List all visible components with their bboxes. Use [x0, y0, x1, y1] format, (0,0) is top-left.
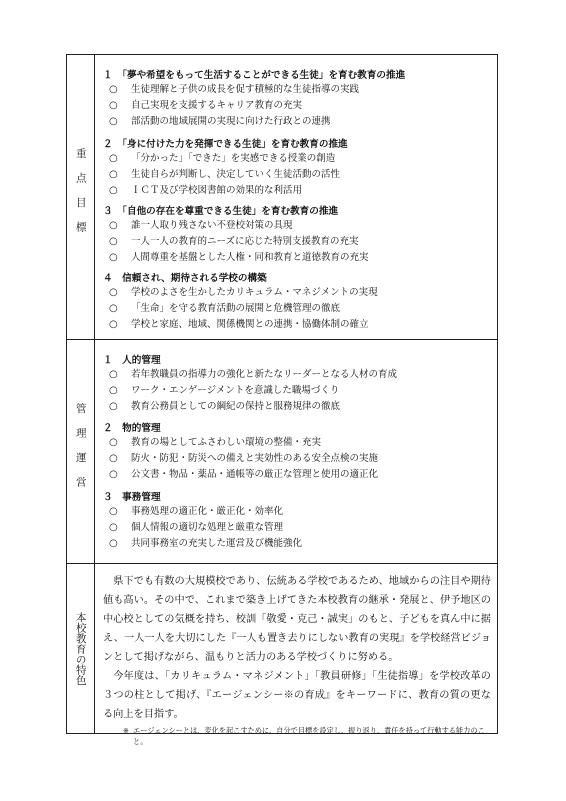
feature-text — [103, 564, 491, 724]
goal-section-1 — [103, 69, 491, 130]
list-item: ○ 「分かった」「できた」を実感できる授業の創造 — [103, 151, 491, 167]
list-item: ○ ＩＣＴ及び学校図書館の効果的な利活用 — [103, 183, 491, 199]
goal-section-3 — [103, 205, 491, 266]
footnote-text: エージェンシーとは、変化を起こすために、自分で目標を設定し、振り返り、責任を持って行動する能力のこと。 — [133, 726, 485, 746]
circle-bullet-icon — [103, 234, 131, 250]
goals-row — [67, 55, 497, 340]
circle-bullet-icon — [103, 520, 131, 536]
list-item: ○ 部活動の地域展開の実現に向けた行政との連携 — [103, 114, 491, 130]
circle-bullet-icon — [103, 383, 131, 399]
goals-content — [95, 55, 497, 339]
circle-bullet-icon — [103, 451, 131, 467]
school-policy-table — [66, 54, 498, 746]
circle-bullet-icon — [103, 467, 131, 483]
list-item: ○ 防火・防犯・防災への備えと実効性のある安全点検の実施 — [103, 451, 491, 467]
footnote — [103, 725, 491, 747]
goal-list-2 — [103, 151, 491, 199]
list-item: ○ 若年教職員の指導力の強化と新たなリーダーとなる人材の育成 — [103, 367, 491, 383]
list-item: ○ 事務処理の適正化・厳正化・効率化 — [103, 504, 491, 520]
goal-section-4 — [103, 272, 491, 333]
list-item: ○ 公文書・物品・薬品・通帳等の厳正な管理と使用の適正化 — [103, 467, 491, 483]
mgmt-list-1 — [103, 367, 491, 415]
goal-heading-4: ４ 信頼され、期待される学校の構築 — [103, 273, 267, 284]
circle-bullet-icon — [103, 114, 131, 130]
feature-label: 本校教育の特色 — [74, 611, 87, 686]
circle-bullet-icon — [103, 250, 131, 266]
circle-bullet-icon — [103, 285, 131, 301]
list-item: ○ 教育の場としてふさわしい環境の整備・充実 — [103, 435, 491, 451]
circle-bullet-icon — [103, 183, 131, 199]
management-row — [67, 340, 497, 564]
circle-bullet-icon — [103, 317, 131, 333]
feature-row — [67, 564, 497, 746]
goal-heading-3: ３ 「自他の存在を尊重できる生徒」を育む教育の推進 — [103, 206, 339, 217]
list-item: ○ 誰一人取り残さない不登校対策の具現 — [103, 218, 491, 234]
list-item: ○ 教育公務員としての綱紀の保持と服務規律の徹底 — [103, 399, 491, 415]
list-item: ○ 生徒理解と子供の成長を促す積極的な生徒指導の実践 — [103, 82, 491, 98]
feature-content — [95, 564, 497, 746]
list-item: ○ 個人情報の適切な処理と厳重な管理 — [103, 520, 491, 536]
circle-bullet-icon — [103, 504, 131, 520]
mgmt-heading-2: ２ 物的管理 — [103, 423, 161, 434]
list-item: ○ 生徒自らが判断し、決定していく生徒活動の活性 — [103, 167, 491, 183]
mgmt-heading-1: １ 人的管理 — [103, 355, 161, 366]
mgmt-list-2 — [103, 435, 491, 483]
goal-heading-2: ２ 「身に付けた力を発揮できる生徒」を育む教育の推進 — [103, 139, 348, 150]
list-item: ○ 学校と家庭、地域、関係機関との連携・協働体制の確立 — [103, 317, 491, 333]
mgmt-list-3 — [103, 504, 491, 552]
goal-heading-1: １ 「夢や希望をもって生活することができる生徒」を育む教育の推進 — [103, 70, 406, 81]
goal-section-2 — [103, 138, 491, 199]
goal-list-1 — [103, 82, 491, 130]
circle-bullet-icon — [103, 435, 131, 451]
goals-label-cell — [67, 55, 95, 339]
circle-bullet-icon — [103, 301, 131, 317]
list-item: ○ 共同事務室の充実した運営及び機能強化 — [103, 536, 491, 552]
mgmt-section-1 — [103, 354, 491, 415]
mgmt-heading-3: ３ 事務管理 — [103, 492, 161, 503]
list-item: ○ 学校のよさを生かしたカリキュラム・マネジメントの実現 — [103, 285, 491, 301]
circle-bullet-icon — [103, 399, 131, 415]
circle-bullet-icon — [103, 167, 131, 183]
goal-list-3 — [103, 218, 491, 266]
feature-paragraph-1: 県下でも有数の大規模校であり、伝統ある学校であるため、地域からの注目や期待値も高い。その中で、これまで築き上げてきた本校教育の継承・発展と、伊予地区の中心校としての気概を持ち、校訓「敬愛・克己・誠実」のもと、子どもを真ん中に据え、一人一人を大切にした『一人も置き去りにしない教育の実現』を学校経営ビジョンとして掲げながら、温もりと活力のある学校づくりに努める。 — [103, 576, 491, 663]
circle-bullet-icon — [103, 151, 131, 167]
list-item: ○ 自己実現を支援するキャリア教育の充実 — [103, 98, 491, 114]
mgmt-section-3 — [103, 491, 491, 552]
circle-bullet-icon — [103, 82, 131, 98]
management-content — [95, 340, 497, 563]
circle-bullet-icon — [103, 98, 131, 114]
circle-bullet-icon — [103, 218, 131, 234]
management-label: 管理運営 — [74, 402, 87, 501]
feature-label-cell — [67, 564, 95, 733]
list-item: ○ 一人一人の教育的ニーズに応じた特別支援教育の充実 — [103, 234, 491, 250]
list-item: ○ 人間尊重を基盤とした人権・同和教育と道徳教育の充実 — [103, 250, 491, 266]
goals-label: 重点目標 — [74, 148, 87, 246]
feature-paragraph-2: 今年度は、「カリキュラム・マネジメント」「教員研修」「生徒指導」を学校改革の３つの柱として掲げ、『エージェンシー※の育成』をキーワードに、教育の質の更なる向上を目指す。 — [103, 671, 491, 720]
footnote-mark: ※ — [122, 726, 129, 735]
list-item: ○ 「生命」を守る教育活動の展開と危機管理の徹底 — [103, 301, 491, 317]
circle-bullet-icon — [103, 367, 131, 383]
management-label-cell — [67, 340, 95, 563]
circle-bullet-icon — [103, 536, 131, 552]
list-item: ○ ワーク・エンゲージメントを意識した職場づくり — [103, 383, 491, 399]
goal-list-4 — [103, 285, 491, 333]
mgmt-section-2 — [103, 422, 491, 483]
